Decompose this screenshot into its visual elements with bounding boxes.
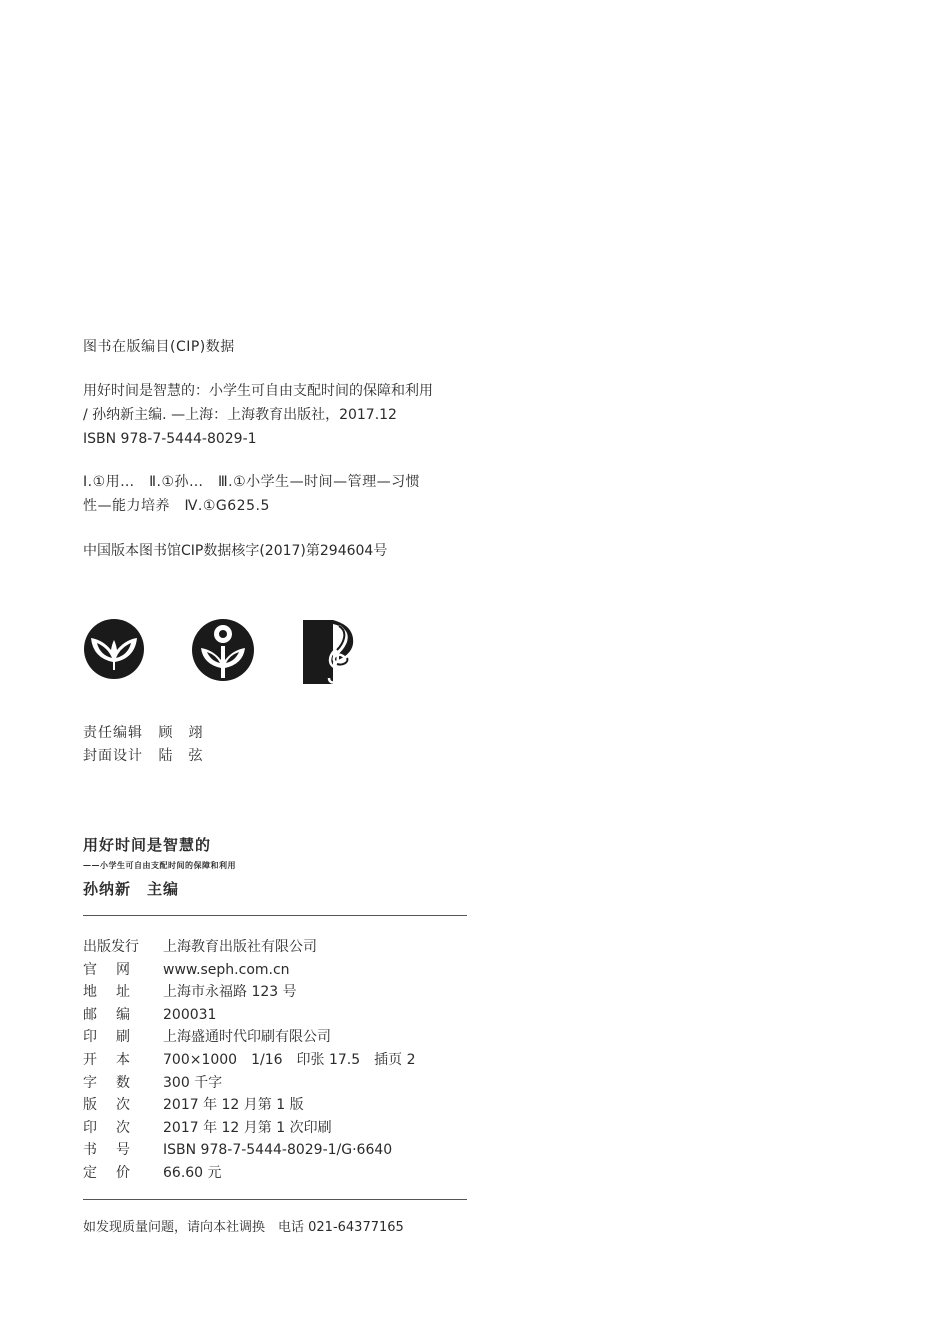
pub-row — [83, 1094, 416, 1117]
pub-row — [83, 1049, 416, 1072]
cip-publisher-line: / 孙纳新主编. —上海：上海教育出版社，2017.12 — [83, 407, 397, 423]
cip-classification-line: Ⅰ.①用… Ⅱ.①孙… Ⅲ.①小学生—时间—管理—习惯 — [83, 474, 421, 490]
cip-classification-line: 性—能力培养 Ⅳ.①G625.5 — [83, 498, 270, 514]
divider — [83, 915, 467, 916]
publication-details — [83, 936, 416, 1185]
pub-value: 66.60 元 — [163, 1164, 222, 1181]
pub-label: 出版发行 — [83, 939, 139, 955]
pub-value: 上海市永福路 123 号 — [163, 984, 297, 1001]
pub-value: 200031 — [163, 1006, 217, 1023]
pub-value: 上海盛通时代印刷有限公司 — [163, 1029, 331, 1046]
flower-logo-icon — [191, 618, 255, 682]
seedling-logo-icon — [83, 618, 145, 680]
pub-value: 2017 年 12 月第 1 次印刷 — [163, 1119, 332, 1136]
cip-record — [83, 379, 433, 451]
pub-row — [83, 1026, 416, 1049]
pub-label: 开本 — [83, 1051, 149, 1068]
pub-label: 地址 — [83, 984, 149, 1001]
publisher-logos — [83, 618, 383, 688]
pub-value: 700×1000 1/16 印张 17.5 插页 2 — [163, 1051, 416, 1068]
cip-heading: 图书在版编目(CIP)数据 — [83, 339, 235, 355]
pub-label: 官网 — [83, 961, 149, 978]
pub-row — [83, 981, 416, 1004]
book-title: 用好时间是智慧的 — [83, 836, 212, 854]
staff-row — [83, 722, 203, 745]
cip-classification — [83, 470, 420, 518]
book-editor: 孙纳新 主编 — [83, 880, 180, 898]
treble-clef-logo-icon — [303, 618, 355, 686]
pub-label: 书号 — [83, 1142, 149, 1159]
cip-title-line: 用好时间是智慧的：小学生可自由支配时间的保障和利用 — [83, 383, 433, 399]
pub-value: ISBN 978-7-5444-8029-1/G·6640 — [163, 1142, 393, 1159]
pub-row — [83, 1117, 416, 1140]
staff-credits — [83, 722, 203, 768]
pub-label: 字数 — [83, 1074, 149, 1091]
pub-row — [83, 959, 416, 982]
pub-label: 邮编 — [83, 1006, 149, 1023]
staff-name: 顾 翊 — [158, 725, 204, 741]
pub-value: 上海教育出版社有限公司 — [163, 939, 317, 955]
pub-row — [83, 1162, 416, 1185]
pub-value: 300 千字 — [163, 1074, 223, 1091]
pub-value: www.seph.com.cn — [163, 961, 290, 978]
staff-label: 责任编辑 — [83, 725, 143, 741]
cip-record-number: 中国版本图书馆CIP数据核字(2017)第294604号 — [83, 543, 388, 559]
pub-value: 2017 年 12 月第 1 版 — [163, 1097, 304, 1114]
staff-row — [83, 745, 203, 768]
pub-row — [83, 1139, 416, 1162]
pub-label: 定价 — [83, 1164, 149, 1181]
cip-isbn-line: ISBN 978-7-5444-8029-1 — [83, 431, 257, 447]
book-subtitle: ——小学生可自由支配时间的保障和利用 — [83, 860, 236, 870]
pub-row — [83, 1072, 416, 1095]
pub-row — [83, 1004, 416, 1027]
pub-row — [83, 936, 416, 959]
pub-label: 印次 — [83, 1119, 149, 1136]
pub-label: 版次 — [83, 1097, 149, 1114]
staff-label: 封面设计 — [83, 748, 143, 764]
divider — [83, 1199, 467, 1200]
pub-label: 印刷 — [83, 1029, 149, 1046]
staff-name: 陆 弦 — [158, 748, 204, 764]
quality-notice: 如发现质量问题，请向本社调换 电话 021-64377165 — [83, 1220, 404, 1235]
